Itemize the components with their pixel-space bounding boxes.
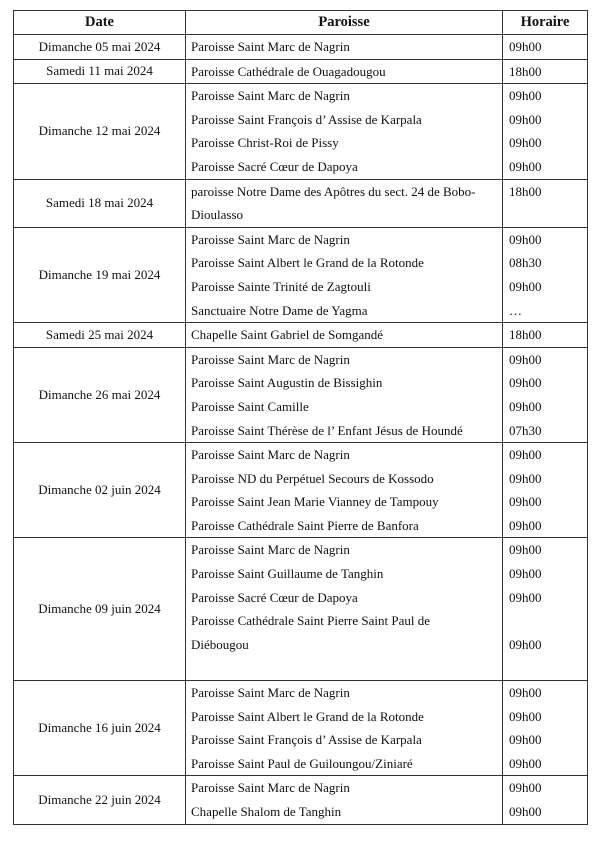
paroisse-line: Chapelle Saint Gabriel de Somgandé [191,327,384,343]
date-cell: Samedi 25 mai 2024 [14,323,186,348]
horaire-line: 09h00 [509,780,542,796]
horaire-line: 09h00 [509,39,542,54]
paroisse-line: Paroisse Saint Paul de Guiloungou/Ziniaré [191,755,413,771]
paroisse-line: Diébougou [191,636,249,652]
horaire-line [509,656,587,680]
paroisse-line: Paroisse Saint François d’ Assise de Karpala [191,732,422,748]
horaire-cell [503,443,588,538]
paroisse-line: Paroisse Cathédrale Saint Pierre Saint Paul de [191,613,431,629]
paroisse-line: Paroisse Saint Thérèse de l’ Enfant Jésus de Houndé [191,422,463,438]
horaire-line: 09h00 [509,351,542,367]
date-cell: Dimanche 02 juin 2024 [14,443,186,538]
table-row [14,681,588,776]
paroisse-line: Paroisse Saint François d’ Assise de Karpala [191,111,422,127]
date-cell: Dimanche 12 mai 2024 [14,84,186,179]
paroisse-cell [186,35,503,60]
table-row [14,227,588,322]
horaire-line: 09h00 [509,542,542,558]
horaire-line: 18h00 [509,183,542,199]
horaire-cell [503,538,588,681]
header-horaire: Horaire [503,11,588,35]
horaire-line [509,203,587,227]
header-date: Date [14,11,186,35]
date-cell: Samedi 18 mai 2024 [14,179,186,227]
paroisse-cell [186,84,503,179]
horaire-cell [503,227,588,322]
paroisse-cell [186,179,503,227]
header-row [14,11,588,35]
paroisse-line: Chapelle Shalom de Tanghin [191,804,342,819]
paroisse-line: Paroisse Saint Marc de Nagrin [191,231,350,247]
horaire-cell [503,776,588,824]
date-cell: Samedi 11 mai 2024 [14,59,186,84]
horaire-line: 18h00 [509,327,542,343]
table-row [14,776,588,824]
table-row [14,179,588,227]
date-cell: Dimanche 09 juin 2024 [14,538,186,681]
paroisse-line: Paroisse Sacré Cœur de Dapoya [191,589,358,605]
paroisse-line: Paroisse Saint Augustin de Bissighin [191,375,383,391]
paroisse-cell [186,323,503,348]
paroisse-line: Paroisse Saint Camille [191,398,309,414]
horaire-line: 09h00 [509,398,542,414]
horaire-line: 09h00 [509,494,542,510]
horaire-cell [503,681,588,776]
paroisse-line: Paroisse Saint Marc de Nagrin [191,685,350,701]
paroisse-line: Paroisse Cathédrale de Ouagadougou [191,63,386,79]
horaire-cell [503,35,588,60]
paroisse-line: Paroisse Saint Albert le Grand de la Rotonde [191,708,424,724]
paroisse-line: Sanctuaire Notre Dame de Yagma [191,302,368,318]
horaire-line: 18h00 [509,63,542,79]
horaire-line: 09h00 [509,278,542,294]
schedule-body [14,35,588,825]
horaire-cell [503,347,588,442]
horaire-line: 09h00 [509,566,542,582]
horaire-line: … [509,302,522,318]
paroisse-line: Paroisse Saint Marc de Nagrin [191,39,350,54]
schedule-table [13,10,588,825]
paroisse-line: Paroisse Saint Albert le Grand de la Rotonde [191,255,424,271]
horaire-line: 09h00 [509,685,542,701]
table-row [14,84,588,179]
paroisse-cell [186,538,503,681]
paroisse-line: Paroisse Saint Marc de Nagrin [191,351,350,367]
date-cell: Dimanche 16 juin 2024 [14,681,186,776]
table-row [14,538,588,681]
date-cell: Dimanche 05 mai 2024 [14,35,186,60]
paroisse-cell [186,59,503,84]
date-cell: Dimanche 26 mai 2024 [14,347,186,442]
horaire-line: 09h00 [509,447,542,463]
table-row [14,347,588,442]
horaire-line: 09h00 [509,88,542,104]
horaire-cell [503,59,588,84]
horaire-line [509,609,587,633]
header-paroisse: Paroisse [186,11,503,35]
table-row [14,323,588,348]
horaire-line: 09h00 [509,375,542,391]
paroisse-cell [186,681,503,776]
paroisse-line: Paroisse Saint Marc de Nagrin [191,780,350,796]
paroisse-line: Paroisse Saint Marc de Nagrin [191,542,350,558]
horaire-line: 09h00 [509,517,542,533]
paroisse-line: Paroisse Sacré Cœur de Dapoya [191,158,358,174]
paroisse-line: Paroisse Saint Marc de Nagrin [191,447,350,463]
paroisse-line [191,656,499,680]
table-row [14,443,588,538]
paroisse-line: Paroisse Saint Marc de Nagrin [191,88,350,104]
horaire-line: 09h00 [509,589,542,605]
table-row [14,35,588,60]
paroisse-line: Paroisse Saint Jean Marie Vianney de Tampouy [191,494,439,510]
paroisse-line: Paroisse Cathédrale Saint Pierre de Banfora [191,517,419,533]
horaire-cell [503,179,588,227]
horaire-line: 07h30 [509,422,542,438]
horaire-line: 08h30 [509,255,542,271]
paroisse-line: paroisse Notre Dame des Apôtres du sect. 24 de Bobo- [191,183,476,199]
date-cell: Dimanche 19 mai 2024 [14,227,186,322]
table-row [14,59,588,84]
paroisse-line: Paroisse Christ-Roi de Pissy [191,135,339,151]
date-cell: Dimanche 22 juin 2024 [14,776,186,824]
horaire-line: 09h00 [509,231,542,247]
horaire-line: 09h00 [509,732,542,748]
horaire-line: 09h00 [509,158,542,174]
paroisse-line: Paroisse Sainte Trinité de Zagtouli [191,278,371,294]
paroisse-cell [186,776,503,824]
paroisse-line: Paroisse ND du Perpétuel Secours de Kossodo [191,470,434,486]
paroisse-line: Dioulasso [191,207,243,223]
horaire-cell [503,84,588,179]
paroisse-cell [186,227,503,322]
horaire-cell [503,323,588,348]
paroisse-cell [186,443,503,538]
horaire-line: 09h00 [509,755,542,771]
paroisse-line: Paroisse Saint Guillaume de Tanghin [191,566,384,582]
horaire-line: 09h00 [509,470,542,486]
horaire-line: 09h00 [509,135,542,151]
paroisse-cell [186,347,503,442]
horaire-line: 09h00 [509,636,542,652]
horaire-line: 09h00 [509,708,542,724]
horaire-line: 09h00 [509,111,542,127]
horaire-line: 09h00 [509,804,542,819]
